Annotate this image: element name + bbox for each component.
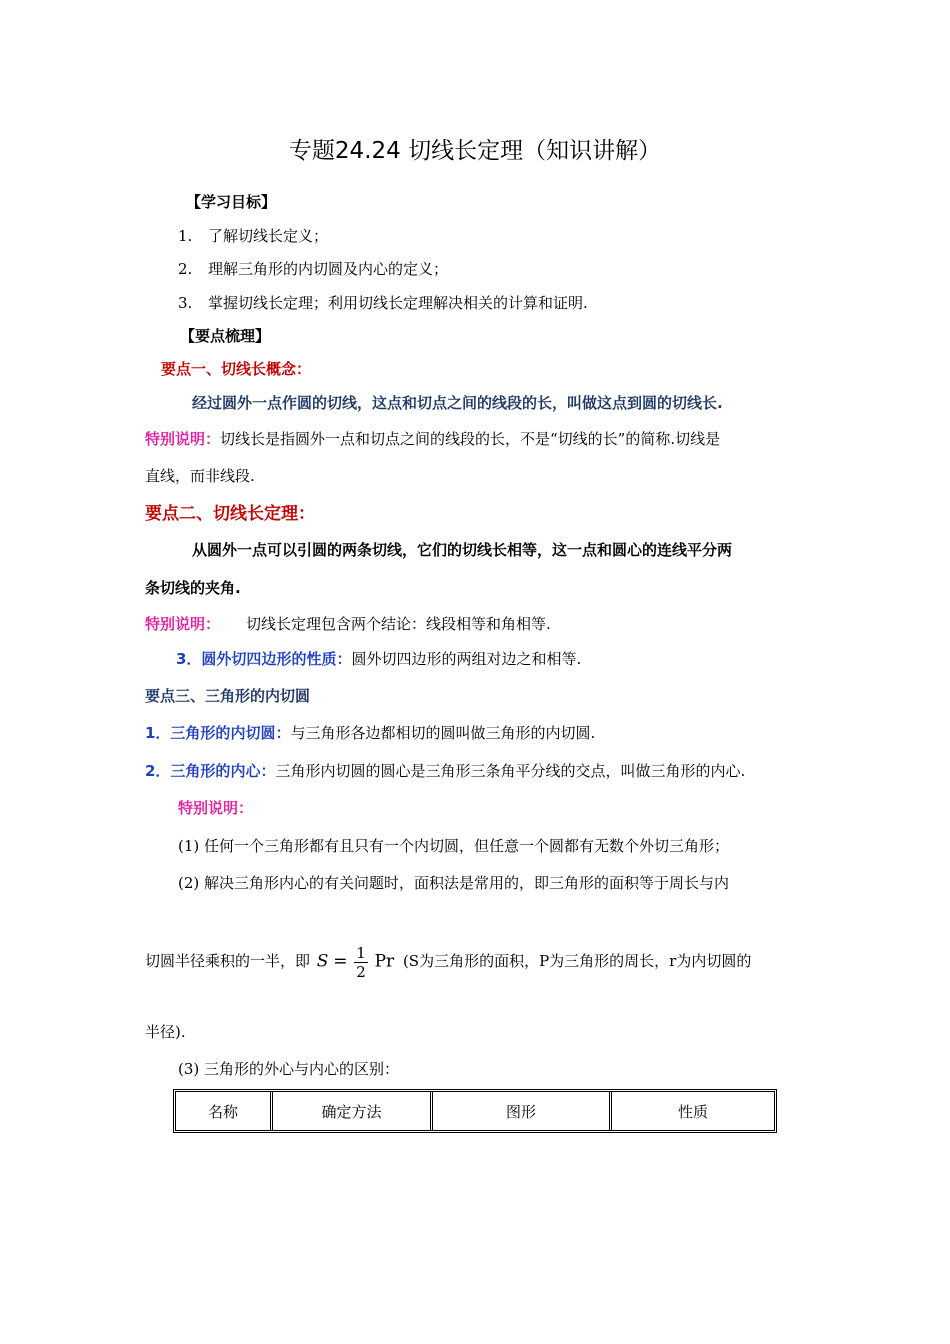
- fraction-numerator: 1: [356, 943, 366, 962]
- kp1-heading: 要点一、切线长概念：: [161, 360, 312, 378]
- item-text: 三角形内切圆的圆心是三角形三条角平分线的交点，叫做三角形的内心.: [275, 762, 746, 780]
- note-label: 特别说明：: [145, 615, 221, 633]
- item-label: 1．三角形的内切圆：: [145, 724, 291, 742]
- objective-item-3: [178, 293, 588, 313]
- page-title: 专题24.24 切线长定理（知识讲解）: [288, 138, 662, 164]
- table-header-row: [176, 1092, 774, 1130]
- objectives-heading: 【学习目标】: [186, 193, 277, 211]
- kp3-note-3: (3) 三角形的外心与内心的区别：: [178, 1060, 400, 1078]
- objective-item-1: [178, 226, 328, 246]
- formula-eq: =: [333, 951, 348, 971]
- table-header-cell: 图形: [430, 1092, 609, 1130]
- kp3-item-1: [145, 723, 595, 743]
- objective-num: 3.: [178, 294, 193, 312]
- kp3-note-2-cont: 半径).: [145, 1023, 186, 1041]
- kp3-note-2-formula-line: [145, 933, 751, 989]
- table-header-cell: 确定方法: [270, 1092, 430, 1130]
- objective-text: 了解切线长定义；: [208, 227, 329, 245]
- objective-text: 理解三角形的内切圆及内心的定义；: [208, 260, 449, 278]
- keypoints-heading: 【要点梳理】: [180, 327, 271, 345]
- formula-lhs: S: [316, 951, 329, 971]
- kp1-note-cont: 直线，而非线段.: [145, 467, 255, 485]
- note-text: 切线长是指圆外一点和切点之间的线段的长，不是“切线的长”的简称.切线是: [220, 430, 721, 448]
- kp2-property: [176, 649, 581, 669]
- fraction-denominator: 2: [356, 962, 366, 981]
- property-label: 3．圆外切四边形的性质：: [176, 650, 352, 668]
- item-label: 2．三角形的内心：: [145, 762, 276, 780]
- kp2-theorem: 从圆外一点可以引圆的两条切线，它们的切线长相等，这一点和圆心的连线平分两: [192, 541, 733, 559]
- objective-num: 1.: [178, 227, 193, 245]
- objective-num: 2.: [178, 260, 193, 278]
- table-header-cell: 名称: [207, 1103, 238, 1121]
- formula-prefix: 切圆半径乘积的一半，即: [145, 952, 311, 970]
- kp3-note-1: (1) 任何一个三角形都有且只有一个内切圆，但任意一个圆都有无数个外切三角形；: [178, 837, 730, 855]
- item-text: 与三角形各边都相切的圆叫做三角形的内切圆.: [290, 724, 596, 742]
- formula-suffix: (S为三角形的面积，P为三角形的周长，r为内切圆的: [402, 952, 752, 970]
- kp2-heading: 要点二、切线长定理：: [145, 504, 315, 524]
- formula-rhs: Pr: [374, 951, 395, 971]
- kp2-theorem-cont: 条切线的夹角.: [145, 579, 241, 597]
- formula-fraction: [354, 944, 368, 981]
- table-header-cell: 性质: [609, 1092, 774, 1130]
- note-label: 特别说明：: [145, 430, 221, 448]
- note-text: 切线长定理包含两个结论：线段相等和角相等.: [246, 615, 551, 633]
- kp1-note: [145, 429, 720, 449]
- kp2-note: [145, 614, 551, 634]
- kp3-item-2: [145, 761, 745, 781]
- kp1-definition: 经过圆外一点作圆的切线，这点和切点之间的线段的长，叫做这点到圆的切线长.: [192, 394, 723, 412]
- area-formula: [317, 944, 394, 981]
- kp3-note-2: (2) 解决三角形内心的有关问题时，面积法是常用的，即三角形的面积等于周长与内: [178, 874, 730, 892]
- kp3-heading: 要点三、三角形的内切圆: [145, 687, 311, 705]
- property-text: 圆外切四边形的两组对边之和相等.: [351, 650, 582, 668]
- objective-text: 掌握切线长定理；利用切线长定理解决相关的计算和证明.: [208, 294, 588, 312]
- center-comparison-table: [173, 1089, 777, 1133]
- objective-item-2: [178, 259, 448, 279]
- kp3-note-label: 特别说明：: [178, 799, 254, 817]
